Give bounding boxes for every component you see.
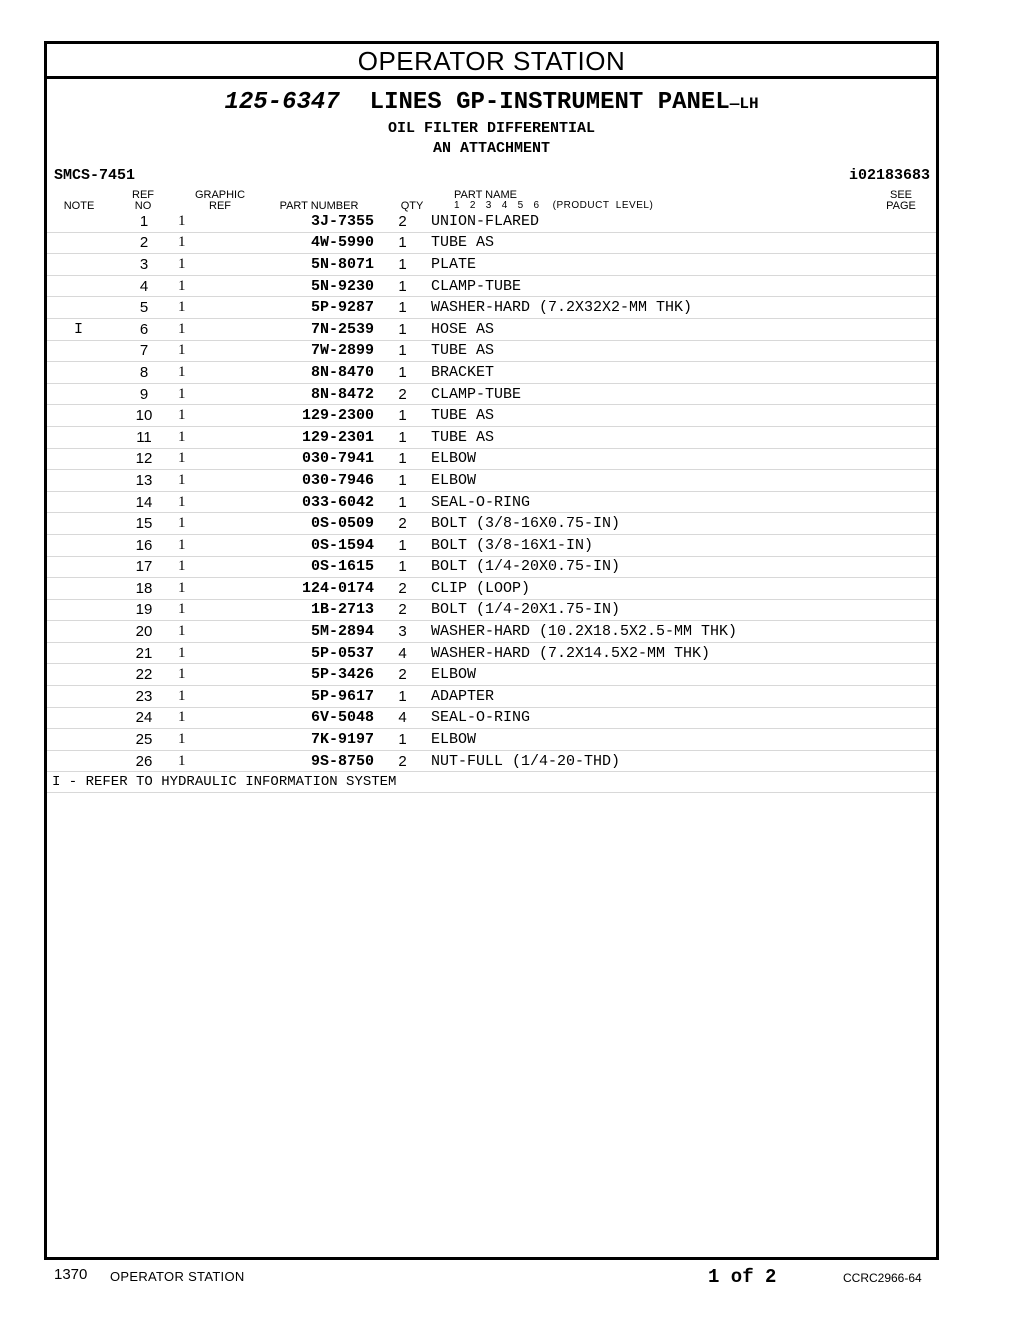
header-see-top: SEE xyxy=(889,189,912,201)
graphic-ref-cell: 1 xyxy=(178,470,260,492)
part-number-cell: 124-0174 xyxy=(260,578,374,600)
note-cell xyxy=(47,405,110,427)
part-name-cell: TUBE AS xyxy=(431,426,861,448)
ref-number-cell: 10 xyxy=(110,405,178,427)
graphic-ref-cell: 1 xyxy=(178,211,260,232)
graphic-ref-cell: 1 xyxy=(178,729,260,751)
header-see-bottom: PAGE xyxy=(886,200,916,212)
group-subtitle-1: OIL FILTER DIFFERENTIAL xyxy=(387,120,596,137)
table-row xyxy=(47,211,936,232)
note-cell xyxy=(47,729,110,751)
ref-number-cell: 6 xyxy=(110,318,178,340)
quantity-cell: 1 xyxy=(374,729,431,751)
title-block xyxy=(47,79,936,159)
see-page-cell xyxy=(861,362,936,384)
page-frame xyxy=(44,41,939,1260)
table-row xyxy=(47,426,936,448)
quantity-cell: 1 xyxy=(374,232,431,254)
part-name-cell: CLIP (LOOP) xyxy=(431,578,861,600)
table-row xyxy=(47,556,936,578)
table-row xyxy=(47,232,936,254)
see-page-cell xyxy=(861,578,936,600)
note-cell xyxy=(47,275,110,297)
quantity-cell: 1 xyxy=(374,426,431,448)
part-number-cell: 7W-2899 xyxy=(260,340,374,362)
see-page-cell xyxy=(861,426,936,448)
part-number-cell: 8N-8472 xyxy=(260,383,374,405)
table-row xyxy=(47,383,936,405)
ref-number-cell: 24 xyxy=(110,707,178,729)
quantity-cell: 2 xyxy=(374,599,431,621)
see-page-cell xyxy=(861,556,936,578)
part-number-cell: 0S-0509 xyxy=(260,513,374,535)
note-cell xyxy=(47,534,110,556)
quantity-cell: 2 xyxy=(374,211,431,232)
ref-number-cell: 4 xyxy=(110,275,178,297)
table-row xyxy=(47,750,936,772)
note-cell xyxy=(47,426,110,448)
table-row xyxy=(47,534,936,556)
smcs-code: SMCS-7451 xyxy=(54,167,136,184)
part-name-cell: HOSE AS xyxy=(431,318,861,340)
note-cell xyxy=(47,470,110,492)
see-page-cell xyxy=(861,383,936,405)
part-name-cell: NUT-FULL (1/4-20-THD) xyxy=(431,750,861,772)
part-number-cell: 7K-9197 xyxy=(260,729,374,751)
ref-number-cell: 9 xyxy=(110,383,178,405)
table-row xyxy=(47,707,936,729)
ref-number-cell: 15 xyxy=(110,513,178,535)
part-name-cell: ELBOW xyxy=(431,664,861,686)
note-cell xyxy=(47,686,110,708)
graphic-ref-cell: 1 xyxy=(178,297,260,319)
part-name-cell: TUBE AS xyxy=(431,340,861,362)
ref-number-cell: 18 xyxy=(110,578,178,600)
graphic-ref-cell: 1 xyxy=(178,534,260,556)
part-name-cell: BOLT (1/4-20X0.75-IN) xyxy=(431,556,861,578)
see-page-cell xyxy=(861,686,936,708)
note-cell xyxy=(47,211,110,232)
quantity-cell: 3 xyxy=(374,621,431,643)
graphic-ref-cell: 1 xyxy=(178,599,260,621)
part-number-cell: 5P-9287 xyxy=(260,297,374,319)
quantity-cell: 1 xyxy=(374,340,431,362)
see-page-cell xyxy=(861,664,936,686)
part-name-cell: CLAMP-TUBE xyxy=(431,275,861,297)
see-page-cell xyxy=(861,318,936,340)
part-name-cell: BOLT (1/4-20X1.75-IN) xyxy=(431,599,861,621)
part-name-cell: ELBOW xyxy=(431,729,861,751)
see-page-cell xyxy=(861,405,936,427)
see-page-cell xyxy=(861,448,936,470)
quantity-cell: 1 xyxy=(374,405,431,427)
part-name-cell: ELBOW xyxy=(431,470,861,492)
ref-number-cell: 13 xyxy=(110,470,178,492)
see-page-cell xyxy=(861,642,936,664)
part-name-cell: ELBOW xyxy=(431,448,861,470)
graphic-ref-cell: 1 xyxy=(178,513,260,535)
part-name-cell: BRACKET xyxy=(431,362,861,384)
table-row xyxy=(47,686,936,708)
ref-number-cell: 2 xyxy=(110,232,178,254)
part-number-cell: 0S-1594 xyxy=(260,534,374,556)
see-page-cell xyxy=(861,232,936,254)
header-qty: QTY xyxy=(400,200,424,212)
see-page-cell xyxy=(861,729,936,751)
quantity-cell: 2 xyxy=(374,513,431,535)
quantity-cell: 1 xyxy=(374,318,431,340)
table-row xyxy=(47,491,936,513)
graphic-ref-cell: 1 xyxy=(178,383,260,405)
ref-number-cell: 14 xyxy=(110,491,178,513)
group-part-number: 125-6347 xyxy=(224,89,340,116)
note-cell xyxy=(47,297,110,319)
part-name-cell: SEAL-O-RING xyxy=(431,491,861,513)
see-page-cell xyxy=(861,599,936,621)
smcs-row xyxy=(47,167,936,189)
ref-number-cell: 19 xyxy=(110,599,178,621)
part-number-cell: 033-6042 xyxy=(260,491,374,513)
graphic-ref-cell: 1 xyxy=(178,405,260,427)
note-cell xyxy=(47,383,110,405)
graphic-ref-cell: 1 xyxy=(178,275,260,297)
part-number-cell: 3J-7355 xyxy=(260,211,374,232)
see-page-cell xyxy=(861,254,936,276)
ref-number-cell: 26 xyxy=(110,750,178,772)
graphic-ref-cell: 1 xyxy=(178,362,260,384)
part-number-cell: 9S-8750 xyxy=(260,750,374,772)
quantity-cell: 1 xyxy=(374,297,431,319)
part-number-cell: 5P-3426 xyxy=(260,664,374,686)
quantity-cell: 4 xyxy=(374,642,431,664)
header-note: NOTE xyxy=(63,200,95,212)
group-title xyxy=(47,88,936,119)
group-suffix: —LH xyxy=(729,95,759,113)
part-number-cell: 129-2300 xyxy=(260,405,374,427)
see-page-cell xyxy=(861,513,936,535)
section-title: OPERATOR STATION xyxy=(47,44,936,79)
note-cell: I xyxy=(47,318,110,340)
header-part-name: PART NAME xyxy=(454,189,517,201)
header-product-levels: 1 2 3 4 5 6 (PRODUCT LEVEL) xyxy=(454,200,654,211)
quantity-cell: 1 xyxy=(374,686,431,708)
see-page-cell xyxy=(861,621,936,643)
part-name-cell: SEAL-O-RING xyxy=(431,707,861,729)
graphic-ref-cell: 1 xyxy=(178,426,260,448)
table-row xyxy=(47,340,936,362)
part-name-cell: ADAPTER xyxy=(431,686,861,708)
ref-number-cell: 11 xyxy=(110,426,178,448)
graphic-ref-cell: 1 xyxy=(178,318,260,340)
part-name-cell: CLAMP-TUBE xyxy=(431,383,861,405)
header-graphic-top: GRAPHIC xyxy=(194,189,246,201)
ref-number-cell: 5 xyxy=(110,297,178,319)
ref-number-cell: 8 xyxy=(110,362,178,384)
see-page-cell xyxy=(861,491,936,513)
parts-table xyxy=(47,211,936,772)
header-ref-bottom: NO xyxy=(134,200,152,212)
quantity-cell: 1 xyxy=(374,362,431,384)
part-name-cell: BOLT (3/8-16X0.75-IN) xyxy=(431,513,861,535)
quantity-cell: 1 xyxy=(374,448,431,470)
note-cell xyxy=(47,642,110,664)
see-page-cell xyxy=(861,275,936,297)
note-cell xyxy=(47,340,110,362)
table-row xyxy=(47,621,936,643)
quantity-cell: 1 xyxy=(374,556,431,578)
table-row xyxy=(47,362,936,384)
part-number-cell: 7N-2539 xyxy=(260,318,374,340)
note-cell xyxy=(47,621,110,643)
quantity-cell: 1 xyxy=(374,491,431,513)
part-number-cell: 6V-5048 xyxy=(260,707,374,729)
part-number-cell: 8N-8470 xyxy=(260,362,374,384)
note-cell xyxy=(47,599,110,621)
part-number-cell: 0S-1615 xyxy=(260,556,374,578)
table-row xyxy=(47,578,936,600)
group-subtitle-2: AN ATTACHMENT xyxy=(432,140,551,157)
quantity-cell: 1 xyxy=(374,275,431,297)
part-number-cell: 129-2301 xyxy=(260,426,374,448)
document-id: i02183683 xyxy=(848,167,930,184)
quantity-cell: 4 xyxy=(374,707,431,729)
header-ref-top: REF xyxy=(132,189,154,201)
table-row xyxy=(47,664,936,686)
table-row xyxy=(47,642,936,664)
quantity-cell: 1 xyxy=(374,254,431,276)
graphic-ref-cell: 1 xyxy=(178,750,260,772)
graphic-ref-cell: 1 xyxy=(178,491,260,513)
part-number-cell: 5P-0537 xyxy=(260,642,374,664)
group-name: LINES GP-INSTRUMENT PANEL xyxy=(369,89,730,116)
graphic-ref-cell: 1 xyxy=(178,621,260,643)
graphic-ref-cell: 1 xyxy=(178,707,260,729)
ref-number-cell: 16 xyxy=(110,534,178,556)
ref-number-cell: 25 xyxy=(110,729,178,751)
note-cell xyxy=(47,254,110,276)
quantity-cell: 1 xyxy=(374,534,431,556)
part-name-cell: WASHER-HARD (7.2X14.5X2-MM THK) xyxy=(431,642,861,664)
table-row xyxy=(47,275,936,297)
note-cell xyxy=(47,448,110,470)
see-page-cell xyxy=(861,297,936,319)
ref-number-cell: 21 xyxy=(110,642,178,664)
part-name-cell: PLATE xyxy=(431,254,861,276)
quantity-cell: 2 xyxy=(374,750,431,772)
graphic-ref-cell: 1 xyxy=(178,232,260,254)
part-name-cell: TUBE AS xyxy=(431,405,861,427)
note-cell xyxy=(47,707,110,729)
note-cell xyxy=(47,664,110,686)
note-cell xyxy=(47,750,110,772)
table-row xyxy=(47,448,936,470)
part-number-cell: 4W-5990 xyxy=(260,232,374,254)
footer-page-of: 1 of 2 xyxy=(708,1266,777,1288)
footer-page-number: 1370 xyxy=(54,1266,88,1283)
ref-number-cell: 7 xyxy=(110,340,178,362)
part-name-cell: BOLT (3/8-16X1-IN) xyxy=(431,534,861,556)
part-name-cell: WASHER-HARD (10.2X18.5X2.5-MM THK) xyxy=(431,621,861,643)
part-number-cell: 5M-2894 xyxy=(260,621,374,643)
graphic-ref-cell: 1 xyxy=(178,448,260,470)
see-page-cell xyxy=(861,750,936,772)
part-name-cell: WASHER-HARD (7.2X32X2-MM THK) xyxy=(431,297,861,319)
graphic-ref-cell: 1 xyxy=(178,664,260,686)
part-number-cell: 5P-9617 xyxy=(260,686,374,708)
note-cell xyxy=(47,491,110,513)
part-number-cell: 1B-2713 xyxy=(260,599,374,621)
ref-number-cell: 12 xyxy=(110,448,178,470)
ref-number-cell: 20 xyxy=(110,621,178,643)
note-cell xyxy=(47,232,110,254)
ref-number-cell: 17 xyxy=(110,556,178,578)
see-page-cell xyxy=(861,707,936,729)
table-row xyxy=(47,405,936,427)
table-row xyxy=(47,254,936,276)
note-cell xyxy=(47,556,110,578)
graphic-ref-cell: 1 xyxy=(178,642,260,664)
graphic-ref-cell: 1 xyxy=(178,254,260,276)
part-name-cell: TUBE AS xyxy=(431,232,861,254)
ref-number-cell: 3 xyxy=(110,254,178,276)
header-graphic-bottom: REF xyxy=(209,200,231,212)
graphic-ref-cell: 1 xyxy=(178,686,260,708)
table-header xyxy=(47,189,936,211)
part-number-cell: 5N-9230 xyxy=(260,275,374,297)
see-page-cell xyxy=(861,211,936,232)
table-row xyxy=(47,297,936,319)
quantity-cell: 2 xyxy=(374,578,431,600)
graphic-ref-cell: 1 xyxy=(178,340,260,362)
part-number-cell: 030-7946 xyxy=(260,470,374,492)
part-number-cell: 5N-8071 xyxy=(260,254,374,276)
table-row xyxy=(47,470,936,492)
ref-number-cell: 23 xyxy=(110,686,178,708)
quantity-cell: 1 xyxy=(374,470,431,492)
see-page-cell xyxy=(861,470,936,492)
note-cell xyxy=(47,513,110,535)
header-part-number: PART NUMBER xyxy=(279,200,359,212)
quantity-cell: 2 xyxy=(374,383,431,405)
part-name-cell: UNION-FLARED xyxy=(431,211,861,232)
table-row xyxy=(47,318,936,340)
table-row xyxy=(47,513,936,535)
note-cell xyxy=(47,578,110,600)
graphic-ref-cell: 1 xyxy=(178,578,260,600)
footer-section: OPERATOR STATION xyxy=(110,1269,245,1284)
graphic-ref-cell: 1 xyxy=(178,556,260,578)
table-row xyxy=(47,729,936,751)
ref-number-cell: 22 xyxy=(110,664,178,686)
footer-code: CCRC2966-64 xyxy=(843,1271,922,1285)
part-number-cell: 030-7941 xyxy=(260,448,374,470)
note-cell xyxy=(47,362,110,384)
see-page-cell xyxy=(861,340,936,362)
ref-number-cell: 1 xyxy=(110,211,178,232)
footnote: I - REFER TO HYDRAULIC INFORMATION SYSTEM xyxy=(47,772,936,793)
quantity-cell: 2 xyxy=(374,664,431,686)
page-footer xyxy=(0,1266,1020,1290)
see-page-cell xyxy=(861,534,936,556)
table-row xyxy=(47,599,936,621)
